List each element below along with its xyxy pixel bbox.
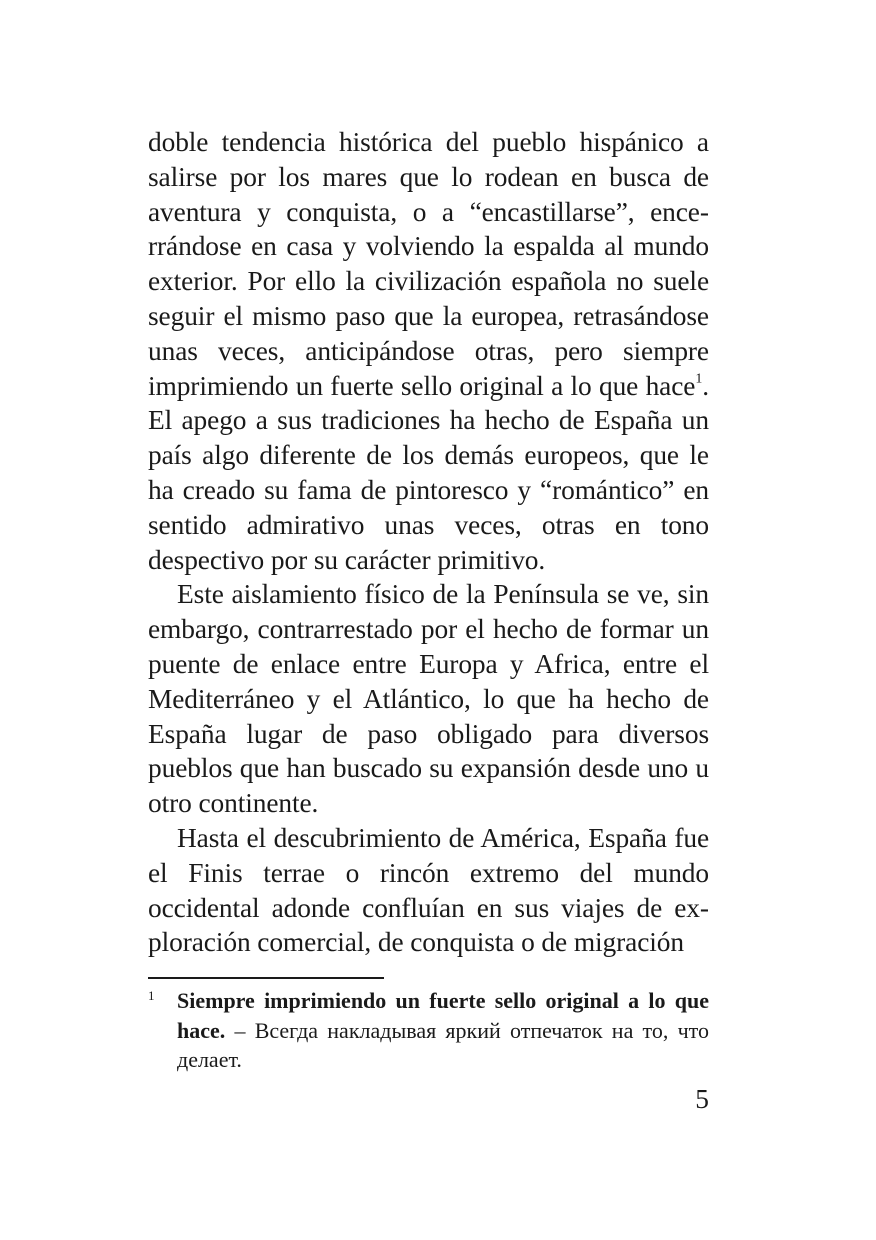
footnote-body [177,986,709,1075]
footnote-phrase: Siempre imprimiendo un fuerte sello original a lo que hace. [177,988,709,1043]
page-number: 5 [695,1084,709,1114]
paragraph-1-text-a: doble tendencia histórica del pueblo hispánico a salirse por los mares que lo rodean en busca de aventura y conquista, o a “encastillarse”, encerrándose en casa y volviendo la espalda al mundo exterior. Por ello la civilización española no suele seguir el mismo paso que la europea, retrasándose unas veces, anticipándose otras, pero siempre imprimiendo un fuerte sello original a lo que hace [148,127,709,401]
footnote-translation: – Всегда накладывая яркий отпечаток на то, что делает. [177,1017,709,1072]
page-body [148,125,709,960]
paragraph-1-text-b: . El apego a sus tradiciones ha hecho de España un país algo diferente de los demás europeos, que le ha creado su fama de pintoresco y “romántico” en sentido admirativo unas veces, otras en tono despectivo por su carácter primitivo. [148,370,709,575]
footnote-mark: 1 [148,988,155,1003]
paragraph-1 [148,125,709,577]
paragraph-2: Este aislamiento físico de la Península se ve, sin embargo, contrarrestado por el hecho de formar un puente de enlace entre Europa y Africa, entre el Mediterráneo y el Atlántico, lo que ha hecho de España lugar de paso obligado para diversos pueblos que han buscado su expansión desde uno u otro continente. [148,579,709,819]
main-text [148,125,709,960]
paragraph-3: Hasta el descubrimiento de América, España fue el Finis terrae o rincón extremo del mundo occidental adonde confluían en sus viajes de exploración comercial, de conquista o de migración [148,822,709,958]
footnote [148,986,709,1075]
footnote-divider [148,977,384,979]
footnote-reference[interactable]: 1 [695,370,703,386]
